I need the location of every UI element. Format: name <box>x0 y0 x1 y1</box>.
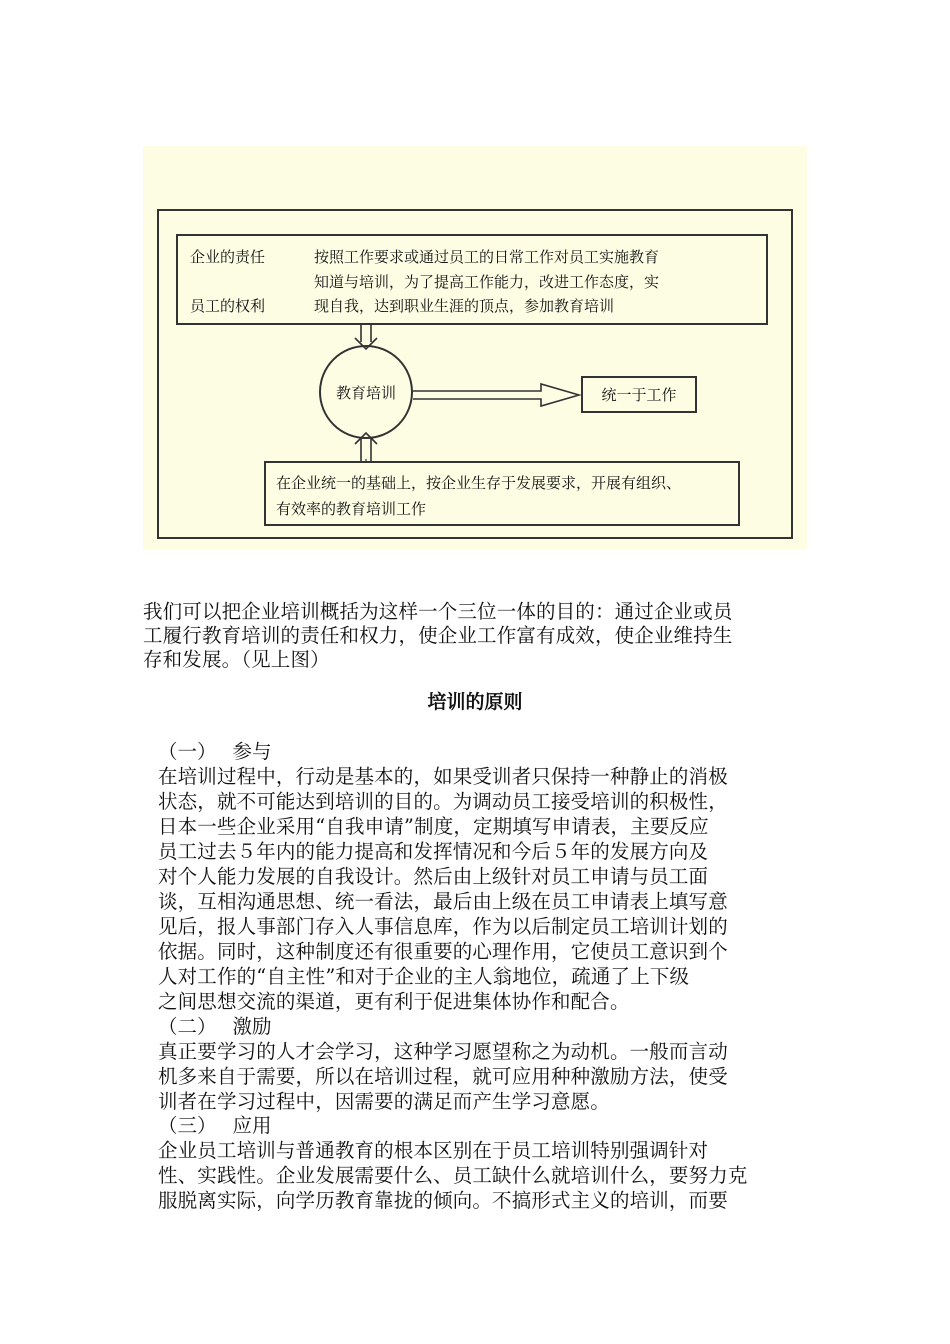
center-label: 教育培训 <box>335 383 396 402</box>
top-text-line: 现自我，达到职业生涯的顶点，参加教育培训 <box>314 297 615 315</box>
section-title: （二） 激励 <box>158 1015 272 1038</box>
body-line: 人对工作的“自主性”和对于企业的主人翁地位，疏通了上下级 <box>158 965 690 988</box>
body-line: 性、实践性。企业发展需要什么、员工缺什么就培训什么，要努力克 <box>158 1164 748 1187</box>
body-line: 真正要学习的人才会学习，这种学习愿望称之为动机。一般而言动 <box>158 1040 728 1063</box>
body-line: 之间思想交流的渠道，更有利于促进集体协作和配合。 <box>158 990 630 1013</box>
basis-box <box>264 461 740 526</box>
center-circle <box>319 345 413 439</box>
body-line: 员工过去５年内的能力提高和发挥情况和今后５年的发展方向及 <box>158 840 709 863</box>
top-text-line: 知道与培训，为了提高工作能力，改进工作态度，实 <box>314 273 660 291</box>
intro-line: 存和发展。（见上图） <box>143 648 330 671</box>
bottom-text-line: 在企业统一的基础上，按企业生存于发展要求，开展有组织、 <box>276 474 682 492</box>
work-label: 统一于工作 <box>601 386 677 404</box>
body-line: 日本一些企业采用“自我申请”制度，定期填写申请表，主要反应 <box>158 815 709 838</box>
body-line: 依据。同时，这种制度还有很重要的心理作用，它使员工意识到个 <box>158 940 728 963</box>
section-heading: 培训的原则 <box>427 691 523 713</box>
work-box <box>581 376 697 413</box>
body-line: 在培训过程中，行动是基本的，如果受训者只保持一种静止的消极 <box>158 765 728 788</box>
intro-line: 工履行教育培训的责任和权力，使企业工作富有成效，使企业维持生 <box>143 624 733 647</box>
section-title: （三） 应用 <box>158 1114 272 1137</box>
body-line: 服脱离实际，向学历教育靠拢的倾向。不搞形式主义的培训，而要 <box>158 1189 728 1212</box>
body-line: 状态，就不可能达到培训的目的。为调动员工接受培训的积极性， <box>158 790 728 813</box>
body-line: 见后，报人事部门存入人事信息库，作为以后制定员工培训计划的 <box>158 915 728 938</box>
body-line: 训者在学习过程中，因需要的满足而产生学习意愿。 <box>158 1090 610 1113</box>
label-rights: 员工的权利 <box>190 297 266 315</box>
bottom-text-line: 有效率的教育培训工作 <box>276 500 427 518</box>
body-line: 对个人能力发展的自我设计。然后由上级针对员工申请与员工面 <box>158 865 709 888</box>
body-line: 企业员工培训与普通教育的根本区别在于员工培训特别强调针对 <box>158 1139 709 1162</box>
body-line: 机多来自于需要，所以在培训过程，就可应用种种激励方法，使受 <box>158 1065 728 1088</box>
body-line: 谈，互相沟通思想、统一看法，最后由上级在员工申请表上填写意 <box>158 890 728 913</box>
top-text-line: 按照工作要求或通过员工的日常工作对员工实施教育 <box>314 248 660 266</box>
arrow-right <box>413 384 579 406</box>
section-title: （一） 参与 <box>158 740 272 763</box>
intro-line: 我们可以把企业培训概括为这样一个三位一体的目的：通过企业或员 <box>143 600 733 623</box>
training-diagram <box>143 146 807 549</box>
label-responsibility: 企业的责任 <box>190 248 266 266</box>
